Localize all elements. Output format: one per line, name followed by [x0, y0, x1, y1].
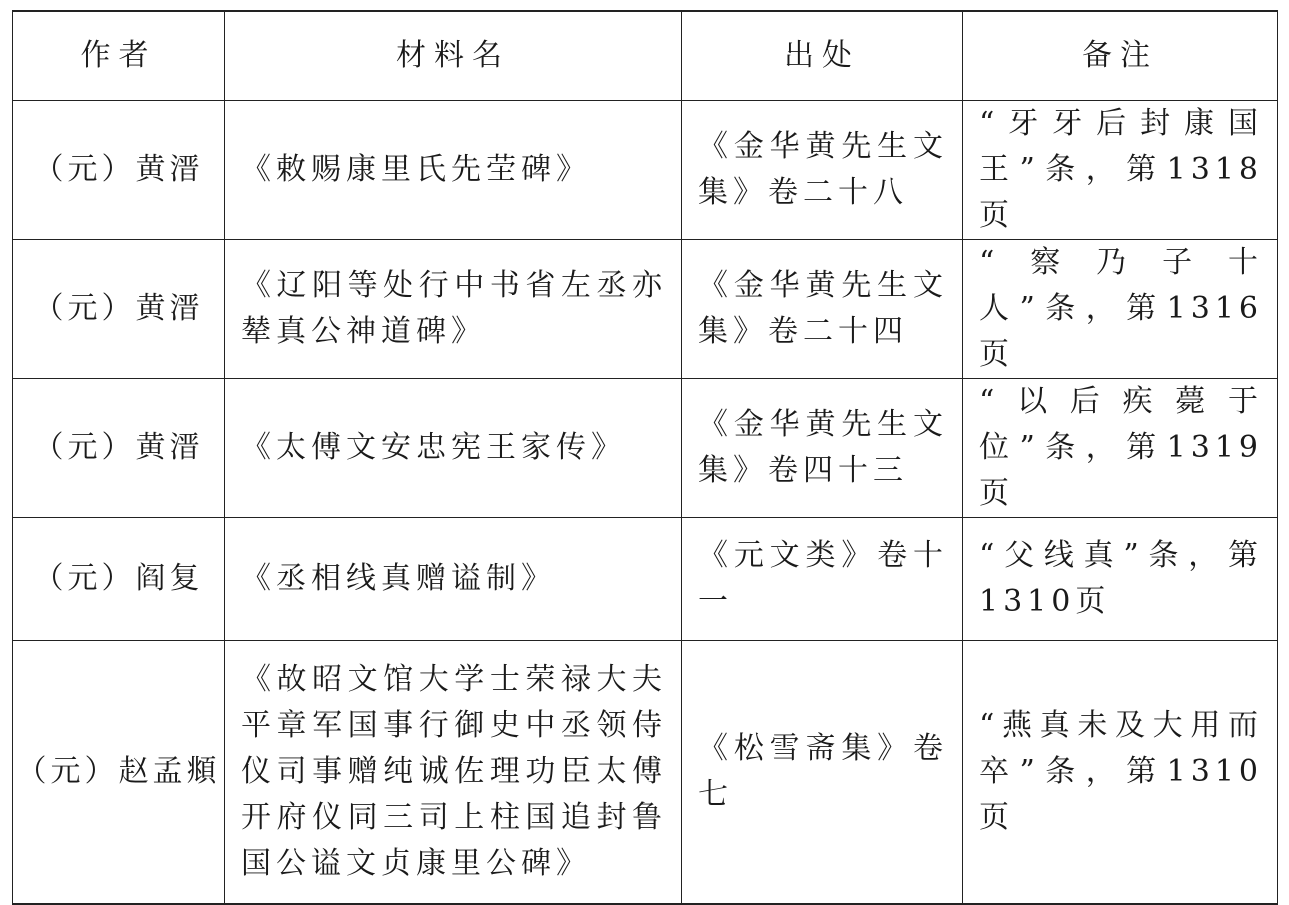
- header-author: 作者: [13, 11, 225, 101]
- author-cell: （元）赵孟頫: [13, 641, 225, 905]
- material-cell: 《辽阳等处行中书省左丞亦辇真公神道碑》: [225, 240, 682, 379]
- material-cell: 《故昭文馆大学士荣禄大夫平章军国事行御史中丞领侍仪司事赠纯诚佐理功臣太傅开府仪同三司上柱国追封鲁国公谥文贞康里公碑》: [225, 641, 682, 905]
- header-row: [13, 11, 1278, 101]
- source-cell: 《金华黄先生文集》卷二十八: [682, 101, 963, 240]
- note-cell: “以后疾薨于位”条，第1319页: [963, 379, 1278, 518]
- source-cell: 《金华黄先生文集》卷二十四: [682, 240, 963, 379]
- material-cell: 《敕赐康里氏先茔碑》: [225, 101, 682, 240]
- note-cell: “燕真未及大用而卒”条，第1310页: [963, 641, 1278, 905]
- author-cell: （元）阎复: [13, 518, 225, 641]
- author-cell: （元）黄溍: [13, 240, 225, 379]
- source-cell: 《金华黄先生文集》卷四十三: [682, 379, 963, 518]
- table-row: [13, 641, 1278, 905]
- note-cell: “父线真”条，第1310页: [963, 518, 1278, 641]
- header-note: 备注: [963, 11, 1278, 101]
- table-row: [13, 518, 1278, 641]
- header-source: 出处: [682, 11, 963, 101]
- table-row: [13, 240, 1278, 379]
- author-cell: （元）黄溍: [13, 101, 225, 240]
- source-cell: 《松雪斋集》卷七: [682, 641, 963, 905]
- sources-table: [12, 10, 1278, 905]
- header-material: 材料名: [225, 11, 682, 101]
- author-cell: （元）黄溍: [13, 379, 225, 518]
- note-cell: “察乃子十人”条，第1316页: [963, 240, 1278, 379]
- note-cell: “牙牙后封康国王”条，第1318页: [963, 101, 1278, 240]
- table-row: [13, 101, 1278, 240]
- table-row: [13, 379, 1278, 518]
- material-cell: 《太傅文安忠宪王家传》: [225, 379, 682, 518]
- material-cell: 《丞相线真赠谥制》: [225, 518, 682, 641]
- source-cell: 《元文类》卷十一: [682, 518, 963, 641]
